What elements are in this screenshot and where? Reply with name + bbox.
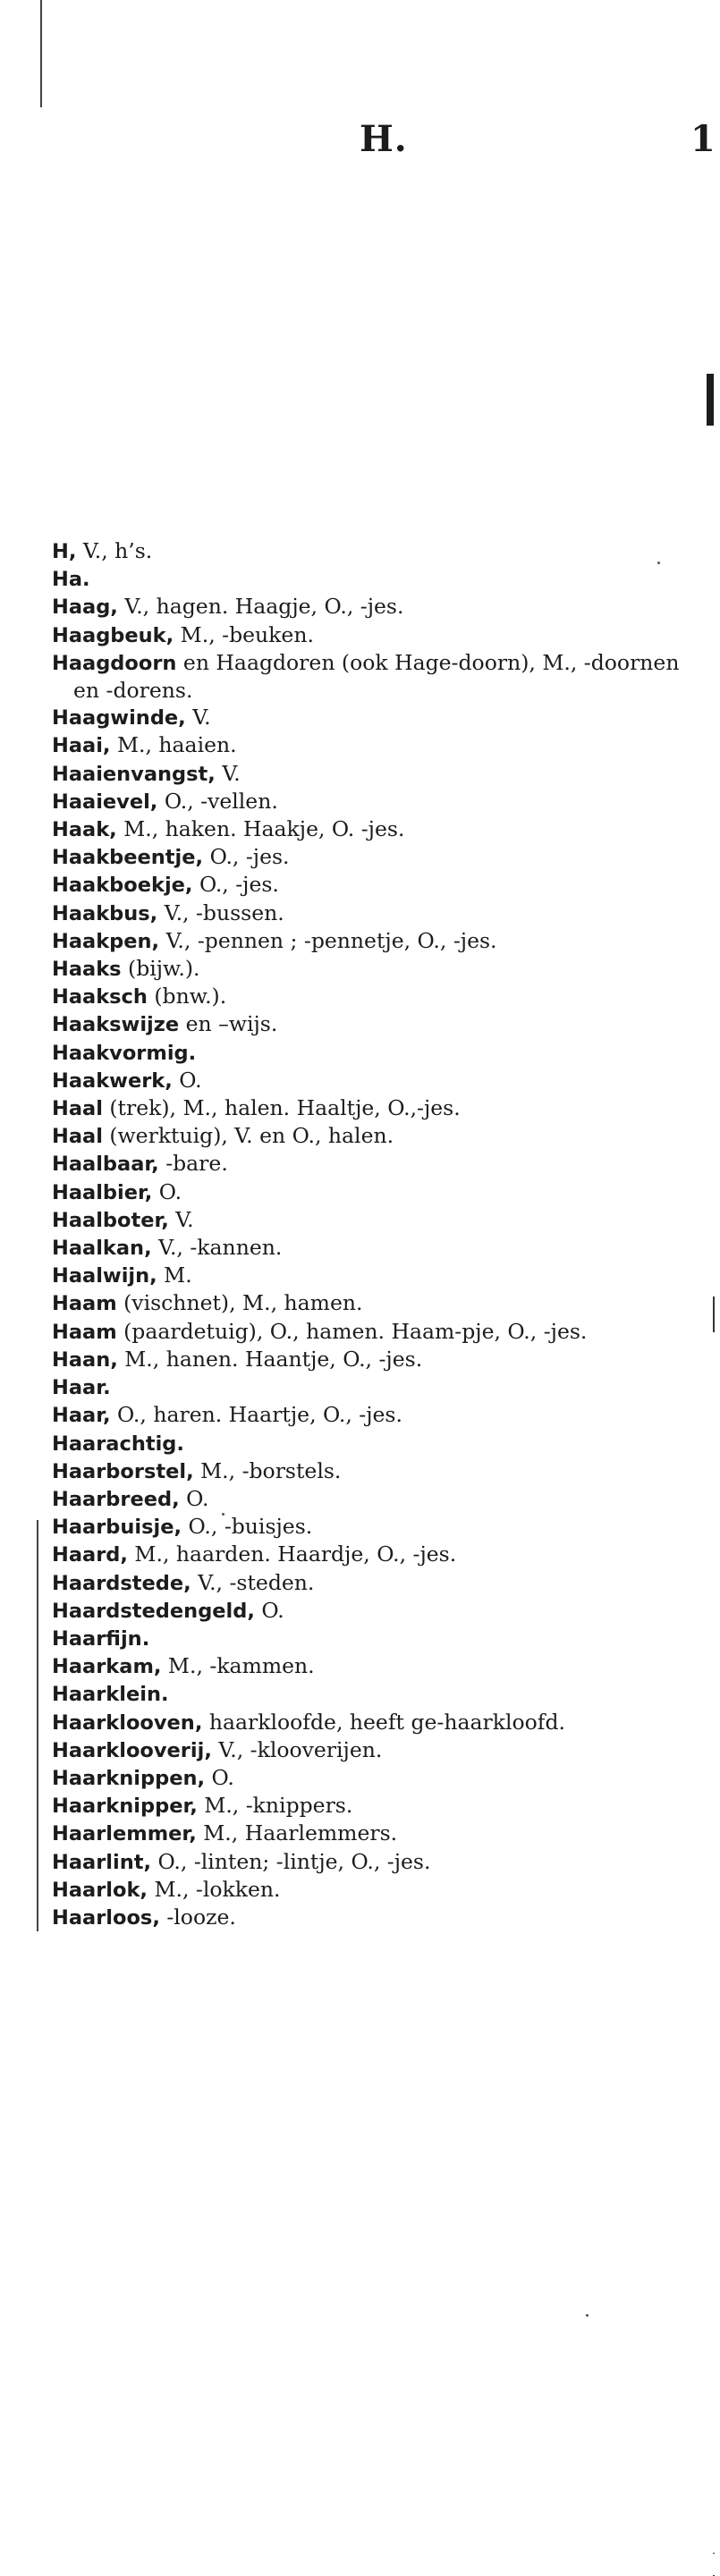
entry-definition: M., -kammen. [161, 1653, 315, 1679]
entry-definition: O., -vellen. [157, 788, 278, 814]
scan-margin-line [37, 1520, 38, 1931]
dictionary-entry [52, 1792, 696, 1820]
entry-definition: M., hanen. Haantje, O., -jes. [117, 1346, 423, 1372]
entry-definition: O. [172, 1067, 202, 1093]
entry-definition: O., -jes. [203, 844, 290, 870]
entry-definition: O. [254, 1597, 284, 1623]
entry-headword: Haarfijn. [52, 1626, 150, 1651]
scan-margin-line [713, 1296, 715, 1332]
dictionary-entry [52, 1485, 696, 1513]
entry-headword: Haardstede, [52, 1571, 191, 1595]
entry-definition: M., -knippers. [197, 1793, 353, 1819]
dictionary-entry [52, 899, 696, 927]
entry-headword: Haag, [52, 595, 118, 620]
entry-definition: (paardetuig), O., hamen. Haam-pje, O., -jes. [116, 1318, 588, 1344]
entry-definition: O., -linten; -lintje, O., -jes. [151, 1848, 431, 1874]
entry-definition: (trek), M., halen. Haaltje, O.,-jes. [102, 1095, 461, 1121]
dictionary-entry [52, 1820, 696, 1847]
entry-headword: Haaksch [52, 985, 148, 1009]
dictionary-entry [52, 1764, 696, 1792]
dictionary-entry [52, 1652, 696, 1680]
entry-headword: Haal [52, 1125, 103, 1149]
entry-headword: Haaievel, [52, 790, 158, 814]
entry-definition: V. [168, 1206, 194, 1232]
entry-headword: Haakswijze [52, 1013, 180, 1037]
dictionary-entry [52, 1904, 696, 1931]
dictionary-entry [52, 983, 696, 1010]
entry-headword: Haalbaar, [52, 1153, 159, 1177]
entry-definition: V., -bussen. [157, 899, 284, 925]
dictionary-entry [52, 1010, 696, 1038]
dictionary-entry [52, 1457, 696, 1485]
entry-headword: Haak, [52, 818, 117, 842]
entry-definition: O., haren. Haartje, O., -jes. [110, 1402, 402, 1428]
entry-headword: Haarlok, [52, 1878, 148, 1902]
entry-headword: Haagwinde, [52, 706, 186, 731]
entry-headword: Haarbreed, [52, 1487, 180, 1511]
entry-headword: Haakvormig. [52, 1041, 197, 1065]
entry-definition: -looze. [159, 1904, 236, 1930]
entry-definition: V. [185, 705, 211, 731]
entry-headword: Haarachtig. [52, 1432, 184, 1456]
entry-definition: M., haaien. [110, 732, 237, 758]
entry-definition: (werktuig), V. en O., halen. [102, 1123, 394, 1149]
entry-headword: Haaienvangst, [52, 762, 216, 786]
entry-definition: M., -lokken. [147, 1876, 281, 1902]
dictionary-entry [52, 1569, 696, 1597]
entry-headword: Haarbuisje, [52, 1516, 182, 1540]
page-number: 1 [690, 118, 716, 160]
entry-headword: Haarloos, [52, 1905, 160, 1930]
entry-definition: O. [179, 1485, 209, 1511]
dictionary-entry [52, 1401, 696, 1429]
dictionary-entry [52, 1513, 696, 1541]
entry-headword: Haakpen, [52, 929, 160, 953]
dictionary-entry [52, 1541, 696, 1568]
dictionary-entry [52, 1346, 696, 1373]
dictionary-entry [52, 1067, 696, 1094]
entry-headword: Ha. [52, 568, 90, 592]
entry-headword: Haaks [52, 958, 122, 982]
entry-headword: Haalkan, [52, 1237, 152, 1261]
entry-definition: V. [215, 760, 241, 786]
entry-headword: Haarlint, [52, 1850, 152, 1874]
entry-definition: en –wijs. [179, 1011, 278, 1037]
dictionary-entry [52, 1876, 696, 1904]
dictionary-entry [52, 1262, 696, 1289]
entry-definition: M., Haarlemmers. [196, 1820, 398, 1846]
entry-headword: Haakbus, [52, 901, 158, 925]
dictionary-entry [52, 731, 696, 759]
entry-headword: Haakwerk, [52, 1068, 173, 1093]
dictionary-entry [52, 1178, 696, 1206]
dictionary-entry [52, 1234, 696, 1262]
entry-definition: M., haarden. Haardje, O., -jes. [127, 1541, 457, 1567]
entry-definition: M. [157, 1263, 192, 1288]
entry-definition: V., -pennen ; -pennetje, O., -jes. [159, 927, 497, 953]
entry-definition: V., h’s. [76, 538, 153, 563]
dictionary-entry-list [52, 537, 696, 1931]
page-header-letter: H. [360, 118, 408, 160]
dictionary-entry [52, 621, 696, 649]
dictionary-entry [52, 1206, 696, 1234]
scan-speck [586, 2314, 589, 2317]
scan-margin-line [40, 0, 42, 107]
entry-headword: Haarknipper, [52, 1795, 198, 1819]
dictionary-entry [52, 1094, 696, 1122]
dictionary-entry [52, 1318, 696, 1346]
dictionary-entry [52, 1150, 696, 1178]
entry-headword: Haan, [52, 1347, 118, 1372]
entry-definition: (vischnet), M., hamen. [116, 1290, 363, 1316]
entry-headword: Haarkam, [52, 1655, 162, 1679]
entry-headword: Haakbeentje, [52, 846, 204, 870]
entry-headword: Haarklooverij, [52, 1738, 212, 1762]
dictionary-entry [52, 1680, 696, 1708]
dictionary-entry [52, 788, 696, 815]
dictionary-entry [52, 927, 696, 955]
entry-headword: Haalwijn, [52, 1264, 157, 1288]
entry-headword: Haam [52, 1320, 117, 1344]
entry-definition: M., haken. Haakje, O. -jes. [116, 816, 405, 842]
dictionary-entry [52, 537, 696, 565]
dictionary-entry [52, 1597, 696, 1625]
entry-definition: M., -borstels. [193, 1457, 342, 1483]
dictionary-entry [52, 1736, 696, 1764]
dictionary-entry [52, 843, 696, 871]
entry-headword: Haarborstel, [52, 1459, 194, 1483]
entry-headword: Haarlemmer, [52, 1822, 197, 1846]
entry-headword: H, [52, 540, 77, 563]
entry-headword: Haardstedengeld, [52, 1599, 255, 1623]
entry-headword: Haagbeuk, [52, 623, 174, 647]
entry-definition: en Haagdoren (ook Hage-doorn), M., -doornen en -dorens. [73, 649, 680, 704]
dictionary-entry [52, 815, 696, 843]
entry-headword: Haarklein. [52, 1683, 169, 1707]
dictionary-entry [52, 1039, 696, 1067]
entry-headword: Haalbier, [52, 1180, 153, 1204]
dictionary-entry [52, 1430, 696, 1457]
dictionary-entry [52, 871, 696, 899]
entry-definition: -bare. [158, 1151, 228, 1177]
dictionary-entry [52, 955, 696, 983]
dictionary-entry [52, 1289, 696, 1317]
dictionary-entry [52, 565, 696, 593]
entry-headword: Haagdoorn [52, 651, 177, 675]
dictionary-entry [52, 649, 696, 704]
entry-definition: V., -steden. [191, 1569, 315, 1595]
entry-headword: Haar, [52, 1404, 111, 1428]
entry-headword: Haal [52, 1097, 103, 1121]
entry-headword: Haakboekje, [52, 874, 193, 898]
entry-headword: Haarklooven, [52, 1710, 203, 1735]
dictionary-entry [52, 1848, 696, 1876]
dictionary-entry [52, 1373, 696, 1401]
entry-definition: V., -klooverijen. [211, 1736, 383, 1762]
entry-headword: Haar. [52, 1376, 111, 1400]
bleed-through-letter [707, 374, 714, 426]
entry-definition: M., -beuken. [174, 621, 314, 647]
entry-definition: O., -jes. [192, 872, 279, 898]
entry-definition: V., hagen. Haagje, O., -jes. [117, 594, 404, 620]
dictionary-entry [52, 704, 696, 731]
scan-margin-line [713, 2553, 715, 2554]
entry-definition: V., -kannen. [151, 1235, 283, 1261]
dictionary-entry [52, 1122, 696, 1150]
dictionary-entry [52, 593, 696, 621]
dictionary-entry [52, 1709, 696, 1736]
entry-headword: Haai, [52, 734, 111, 758]
entry-headword: Haarknippen, [52, 1766, 206, 1790]
entry-definition: O. [205, 1764, 234, 1790]
entry-definition: (bnw.). [147, 984, 227, 1009]
entry-headword: Haard, [52, 1543, 128, 1567]
entry-definition: O. [152, 1178, 182, 1204]
entry-definition: (bijw.). [121, 956, 200, 982]
entry-definition: O., -buisjes. [182, 1514, 313, 1540]
entry-headword: Haalboter, [52, 1208, 169, 1232]
dictionary-entry [52, 760, 696, 788]
entry-definition: haarkloofde, heeft ge-haarkloofd. [202, 1709, 565, 1735]
entry-headword: Haam [52, 1292, 117, 1316]
dictionary-entry [52, 1625, 696, 1652]
